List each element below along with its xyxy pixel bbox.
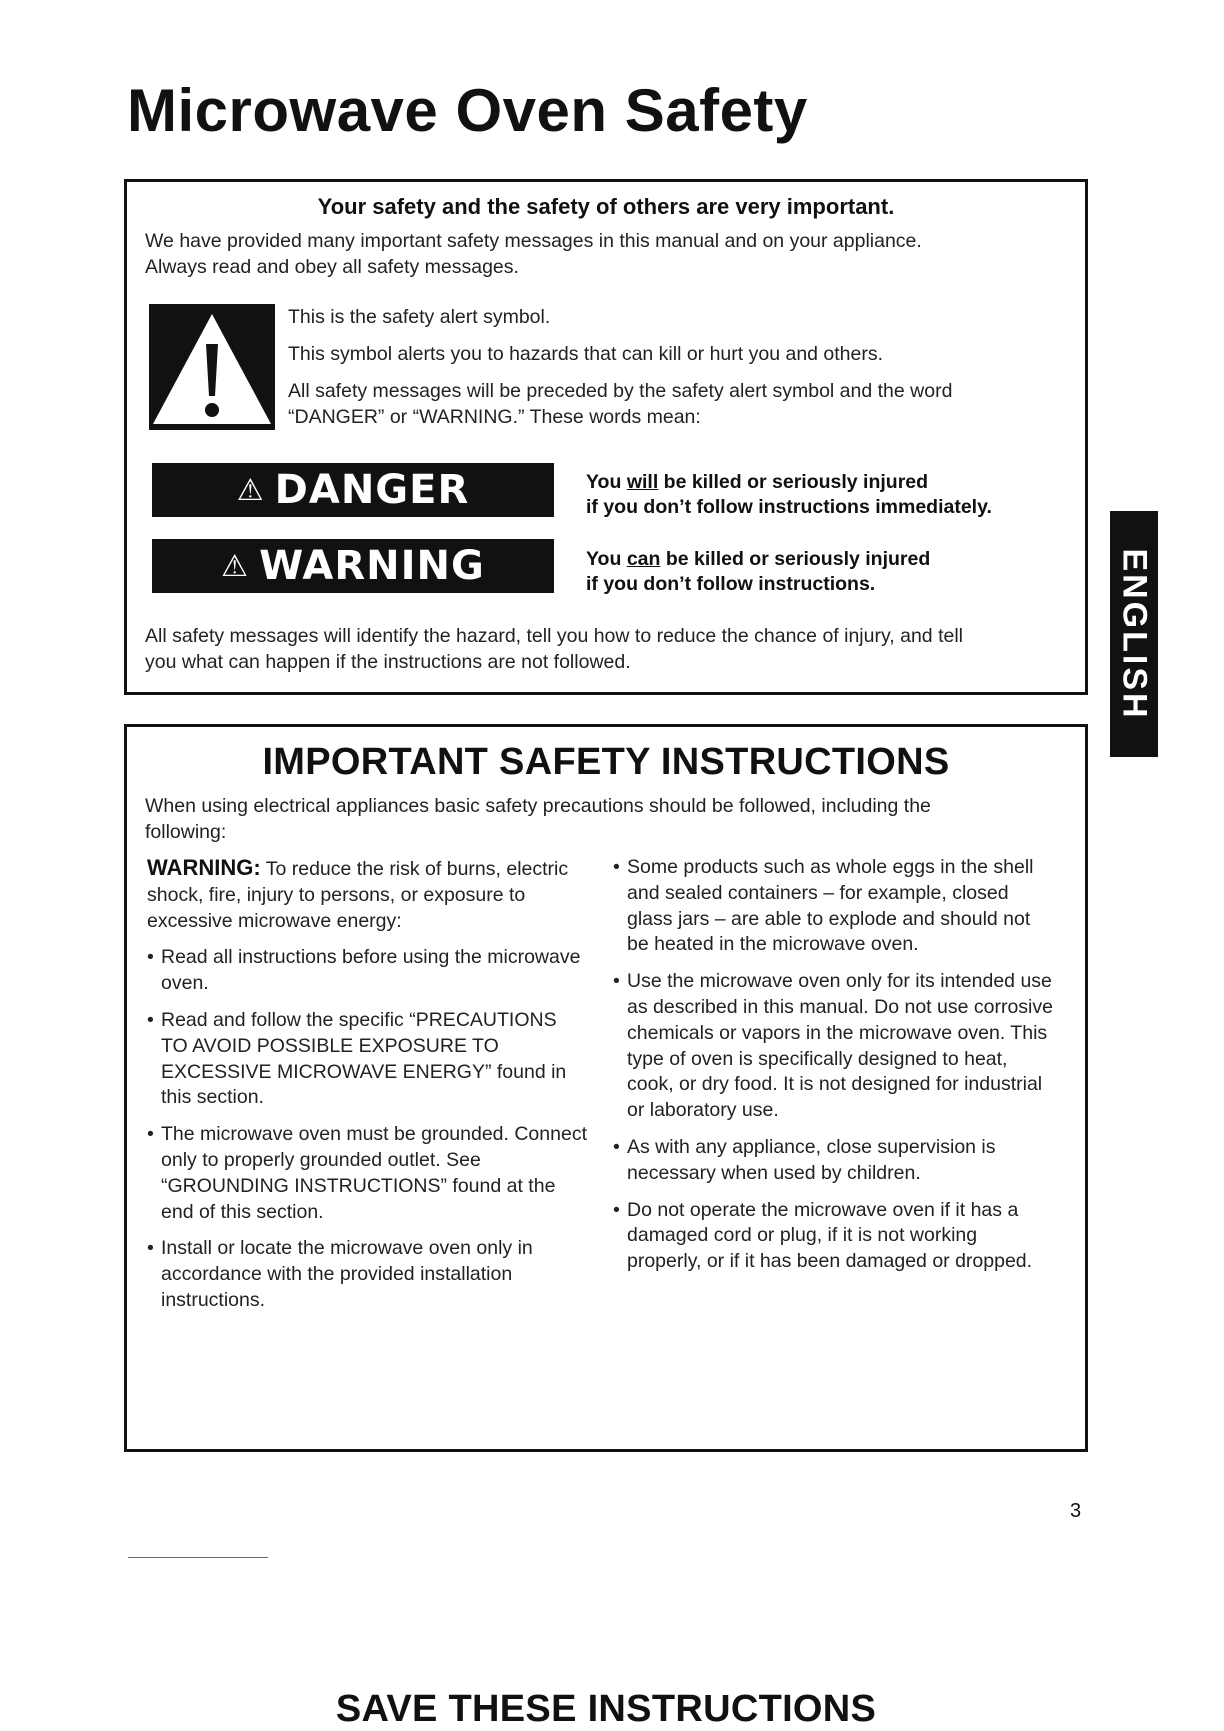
warning-paragraph xyxy=(147,855,587,934)
list-item: • Some products such as whole eggs in the shell and sealed containers – for example, closed glass jars – are able to explode and should not be heated in the microwave oven. xyxy=(613,855,1053,958)
instructions-intro-line: When using electrical appliances basic safety precautions should be followed, including the xyxy=(145,795,931,817)
alert-line: “DANGER” or “WARNING.” These words mean: xyxy=(288,406,701,428)
list-item: • Install or locate the microwave oven only in accordance with the provided installation instructions. xyxy=(147,1236,587,1313)
warning-label-inline: WARNING: xyxy=(147,855,261,880)
warning-text-post: be killed or seriously injured xyxy=(660,548,931,570)
danger-signal-bar xyxy=(152,463,554,517)
warning-signal-bar xyxy=(152,539,554,593)
alert-symbol-description xyxy=(288,304,1068,441)
language-tab-label: ENGLISH xyxy=(1115,547,1154,721)
list-item: • Read all instructions before using the microwave oven. xyxy=(147,945,587,997)
safety-intro-line: We have provided many important safety messages in this manual and on your appliance. xyxy=(145,230,922,252)
safety-footer xyxy=(145,623,1065,675)
list-item: • Read and follow the specific “PRECAUTIONS TO AVOID POSSIBLE EXPOSURE TO EXCESSIVE MICROWAVE ENERGY” found in this section. xyxy=(147,1008,587,1111)
safety-footer-line: All safety messages will identify the hazard, tell you how to reduce the chance of injury, and tell xyxy=(145,625,963,647)
warning-emphasis: can xyxy=(626,548,661,570)
danger-text-line2: if you don’t follow instructions immediately. xyxy=(586,496,992,518)
important-instructions-box xyxy=(124,724,1088,1730)
instructions-right-column xyxy=(613,855,1053,1275)
instructions-intro-line: following: xyxy=(145,821,227,843)
safety-footer-line: you what can happen if the instructions are not followed. xyxy=(145,651,631,673)
footer-divider xyxy=(128,1557,268,1558)
save-instructions-title: SAVE THESE INSTRUCTIONS xyxy=(335,1688,877,1730)
alert-line: All safety messages will be preceded by the safety alert symbol and the word xyxy=(288,380,953,402)
alert-line: This is the safety alert symbol. xyxy=(288,306,551,328)
page-number: 3 xyxy=(1070,1500,1082,1522)
list-item: • As with any appliance, close supervision is necessary when used by children. xyxy=(613,1135,1053,1187)
danger-emphasis: will xyxy=(626,471,659,493)
instructions-left-column xyxy=(147,855,587,1314)
safety-heading: Your safety and the safety of others are very important. xyxy=(317,194,895,219)
danger-text-pre: You xyxy=(586,471,627,493)
list-item: • Do not operate the microwave oven if it has a damaged cord or plug, if it is not working properly, or if it has been damaged or dropped. xyxy=(613,1198,1053,1275)
warning-text-pre: You xyxy=(586,548,627,570)
alert-triangle-icon: ⚠ xyxy=(221,548,250,584)
danger-text-post: be killed or seriously injured xyxy=(658,471,929,493)
danger-label: DANGER xyxy=(274,467,470,513)
alert-triangle-icon: ⚠ xyxy=(236,472,265,508)
warning-text-line2: if you don’t follow instructions. xyxy=(586,573,876,595)
language-tab xyxy=(1110,511,1158,757)
safety-intro xyxy=(145,228,1045,280)
page-title: Microwave Oven Safety xyxy=(127,77,808,144)
list-item: • Use the microwave oven only for its intended use as described in this manual. Do not use corrosive chemicals or vapors in the microwave oven. This type of oven is specifically designed to heat, cook, or dry food. It is not designed for industrial or laboratory use. xyxy=(613,969,1053,1124)
alert-line: This symbol alerts you to hazards that can kill or hurt you and others. xyxy=(288,343,884,365)
list-item: • The microwave oven must be grounded. Connect only to properly grounded outlet. See “GROUNDING INSTRUCTIONS” found at the end of this section. xyxy=(147,1122,587,1225)
warning-label: WARNING xyxy=(259,543,485,589)
danger-meaning xyxy=(586,470,1066,520)
warning-paragraph-text: To reduce the risk of burns, electric shock, fire, injury to persons, or exposure to excessive microwave energy: xyxy=(147,858,569,932)
safety-alert-symbol-icon xyxy=(149,304,275,430)
warning-meaning xyxy=(586,547,1066,597)
instructions-intro xyxy=(145,793,1045,845)
instructions-title: IMPORTANT SAFETY INSTRUCTIONS xyxy=(262,741,950,783)
safety-intro-line: Always read and obey all safety messages. xyxy=(145,256,519,278)
safety-notice-box xyxy=(124,179,1088,695)
